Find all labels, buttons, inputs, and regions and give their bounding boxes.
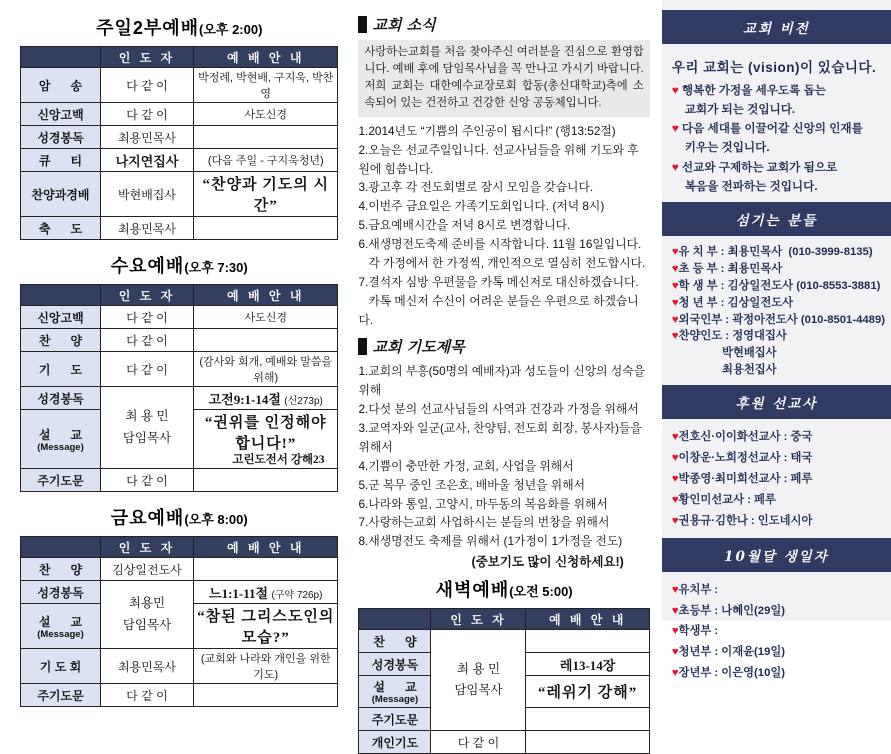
prayer-list — [358, 362, 649, 551]
heart-icon: ♥ — [671, 583, 679, 596]
prayer-item: 3.교역자와 일군(교사, 찬양팀, 전도회 회장, 봉사자)들을 위해서 — [358, 421, 645, 454]
service-name: 새벽예배 — [435, 580, 510, 601]
header-guide-cell: 예 배 안 내 — [194, 285, 338, 306]
service-title-dawn — [358, 576, 649, 602]
servant-line — [672, 295, 885, 312]
header-empty-cell — [21, 537, 101, 558]
servant-text: 최용천집사 — [671, 364, 777, 377]
header-guide-cell: 예 배 안 내 — [194, 537, 338, 558]
vision-text: 다음 세대를 이끌어갈 신앙의 인재를 — [681, 122, 863, 136]
heart-icon: ♥ — [671, 493, 679, 506]
birthday-text: 장년부 : 이은영(10일) — [678, 667, 786, 680]
missionary-text: 전호신·이이화선교사 : 중국 — [678, 431, 813, 444]
leader-name: 최용민 — [128, 596, 166, 611]
news-item: 4.이번주 금요일은 가족기도회입니다. (저녁 8시) — [358, 199, 605, 214]
table-row — [21, 103, 338, 126]
leader-merged-cell — [101, 581, 194, 649]
vision-title: 우리 교회는 (vision)이 있습니다. — [671, 60, 877, 75]
servant-text: 박현배집사 — [671, 347, 777, 360]
guide-cell: (다음 주일 - 구지욱청년) — [194, 149, 338, 172]
servant-line — [672, 244, 885, 261]
table-row — [21, 649, 338, 684]
row-label-cell: 신앙고백 — [21, 306, 101, 329]
section-bar-icon — [358, 16, 367, 33]
birthday-text: 초등부 : 나혜인(29일) — [678, 604, 786, 617]
header-leader-cell: 인 도 자 — [101, 537, 194, 558]
guide-cell — [194, 684, 338, 707]
leader-merged-cell — [431, 630, 526, 731]
sermon-title-cell: “참된 그리스도인의 모습?” — [194, 604, 338, 649]
news-item: 7.결석자 심방 우편물을 카톡 메신저로 대신하겠습니다. — [358, 274, 639, 289]
leader-cell: 다 같 이 — [101, 352, 194, 387]
prayer-item: 1.교회의 부흥(50명의 예배자)과 성도들이 신앙의 성숙을 위해 — [358, 364, 649, 398]
missionaries-section — [662, 419, 891, 537]
leader-cell: 다 같 이 — [101, 469, 194, 492]
table-row — [21, 126, 338, 149]
sermon-title-cell — [194, 410, 338, 469]
vision-line — [672, 119, 885, 138]
table-header-row — [21, 47, 338, 68]
header-guide-cell: 예 배 안 내 — [194, 47, 338, 68]
prayer-item: 5.군 복무 중인 조은호, 배바울 청년을 위해서 — [358, 477, 585, 492]
news-item: 5.금요예배시간을 저녁 8시로 변경합니다. — [358, 218, 571, 233]
heart-icon: ♥ — [671, 431, 679, 444]
row-label-cell: 찬 양 — [359, 630, 431, 653]
missionary-line — [672, 448, 885, 469]
header-leader-cell: 인 도 자 — [101, 47, 194, 68]
guide-cell — [194, 329, 338, 352]
vision-band-header: 교회 비전 — [662, 10, 891, 44]
news-list — [358, 122, 649, 330]
heart-icon: ♥ — [671, 330, 679, 343]
table-header-row — [21, 537, 338, 558]
scripture-ref: 느1:1-11절 — [209, 585, 269, 601]
leader-cell: 최용민목사 — [101, 126, 194, 149]
leader-role: 담임목사 — [122, 617, 172, 632]
service-name: 수요예배 — [110, 256, 185, 276]
birthday-line — [672, 580, 885, 601]
row-label-cell: 기 도 회 — [21, 649, 101, 684]
vision-line — [672, 81, 885, 100]
prayer-section-title: 교회 기도제목 — [372, 338, 465, 357]
missionary-text: 박종영·최미희선교사 : 페루 — [678, 473, 813, 486]
sermon-title-cell: “레위기 강해” — [526, 676, 649, 708]
servant-line — [672, 278, 885, 295]
missionary-text: 권용규·김한나 : 인도네시아 — [678, 514, 813, 527]
birthday-text: 유치부 : — [678, 583, 719, 596]
service-time: (오전 5:00) — [509, 584, 573, 600]
row-label-sub: (Message) — [37, 441, 84, 453]
heart-icon: ♥ — [671, 604, 679, 617]
table-row — [21, 68, 338, 103]
news-item: 6.새생명전도축제 준비를 시작합니다. 11월 16일입니다. — [358, 237, 642, 251]
birthday-line — [672, 642, 885, 663]
row-label-cell: 성경봉독 — [359, 653, 431, 676]
heart-icon: ♥ — [671, 160, 682, 174]
header-empty-cell — [359, 609, 431, 630]
birthdays-list — [672, 580, 885, 684]
service-time: (오후 2:00) — [199, 22, 263, 37]
servant-line — [672, 362, 885, 379]
vision-line — [672, 158, 885, 177]
vision-line — [672, 138, 885, 157]
row-label-cell: 찬 양 — [21, 329, 101, 352]
heart-icon: ♥ — [671, 625, 679, 638]
vision-text: 선교와 구제하는 교회가 됨으로 — [681, 160, 838, 174]
heart-icon: ♥ — [671, 262, 679, 275]
missionaries-band-header: 후원 선교사 — [662, 385, 891, 419]
service-table-friday — [20, 536, 338, 707]
servants-band-header: 섬기는 분들 — [662, 202, 891, 236]
table-row — [21, 581, 338, 604]
row-label-cell: 큐 티 — [21, 149, 101, 172]
news-item: 3.광고후 각 전도회별로 잠시 모임을 갖습니다. — [358, 180, 594, 195]
leader-cell: 나지연집사 — [101, 149, 194, 172]
heart-icon: ♥ — [671, 245, 679, 258]
sidebar — [662, 0, 891, 680]
row-label-cell: 기 도 — [21, 352, 101, 387]
news-item: 2.오늘은 선교주일입니다. 선교사님들을 위해 기도와 후원에 힘씁니다. — [358, 142, 639, 176]
guide-cell — [526, 731, 649, 754]
birthdays-section — [662, 572, 891, 690]
heart-icon: ♥ — [671, 313, 679, 326]
row-label-cell: 성경봉독 — [21, 581, 101, 604]
prayer-item: 8.새생명전도 축제를 위해서 (1가정이 1가정을 전도) — [358, 534, 623, 549]
vision-text: 행복한 가정을 세우도록 돕는 — [681, 84, 826, 97]
birthday-text: 청년부 : 이재윤(19일) — [678, 646, 786, 659]
missionary-line — [672, 490, 885, 511]
servant-line — [672, 261, 885, 278]
guide-cell: 사도신경 — [194, 103, 338, 126]
table-row — [21, 172, 338, 217]
left-column — [0, 0, 344, 703]
birthday-text: 학생부 : — [678, 625, 719, 638]
news-item: 카톡 메신저 수신이 어려운 분들은 우편으로 하겠습니다. — [358, 293, 639, 327]
servants-section — [662, 236, 891, 386]
row-label-cell: 찬양과경배 — [21, 172, 101, 217]
row-label-cell — [359, 676, 431, 708]
scripture-cell: 레13-14장 — [526, 653, 649, 676]
vision-text: 복음을 전파하는 것입니다. — [671, 179, 818, 193]
leader-cell: 최용민목사 — [101, 217, 194, 240]
heart-icon: ♥ — [671, 279, 679, 292]
heart-icon: ♥ — [671, 667, 679, 680]
vision-line — [672, 100, 885, 119]
prayer-footer-note: (중보기도 많이 신청하세요!) — [471, 555, 624, 570]
header-leader-cell: 인 도 자 — [101, 285, 194, 306]
missionary-line — [672, 511, 885, 532]
row-label-cell — [21, 410, 101, 469]
servant-text: 초 등 부 : 최용민목사 — [678, 262, 783, 275]
guide-cell — [194, 469, 338, 492]
missionary-line — [672, 469, 885, 490]
service-time: (오후 7:30) — [184, 260, 248, 275]
servant-line — [672, 328, 885, 345]
service-name: 주일2부예배 — [96, 18, 200, 38]
sermon-title: “권위를 인정해야 합니다!” — [204, 415, 327, 452]
scripture-page-note: (구약 726p) — [271, 589, 323, 601]
section-bar-icon — [358, 338, 367, 355]
vision-line — [672, 177, 885, 196]
missionaries-list — [672, 427, 885, 531]
servant-text: 유 치 부 : 최용민목사 (010-3999-8135) — [678, 245, 873, 258]
leader-cell: 다 같 이 — [101, 103, 194, 126]
guide-cell — [194, 558, 338, 581]
scripture-page-note: (신273p) — [284, 395, 323, 407]
news-item: 각 가정에서 한 가정씩, 개인적으로 열심히 전도합시다. — [358, 255, 646, 270]
guide-cell: 박정례, 박현배, 구지욱, 박찬영 — [194, 68, 338, 103]
vision-text: 교회가 되는 것입니다. — [671, 103, 796, 117]
news-item: 1.2014년도 “기쁨의 주인공이 됩시다!” (행13:52절) — [358, 123, 616, 138]
heart-icon: ♥ — [671, 296, 679, 309]
prayer-item: 2.다섯 분의 선교사님들의 사역과 건강과 가정을 위해서 — [358, 402, 639, 417]
leader-cell: 다 같 이 — [101, 68, 194, 103]
table-row — [21, 306, 338, 329]
leader-cell: 다 같 이 — [101, 306, 194, 329]
servants-list — [672, 244, 885, 380]
table-row — [21, 469, 338, 492]
row-label-cell: 개인기도 — [359, 731, 431, 754]
missionary-text: 이창운·노희정선교사 : 태국 — [678, 452, 813, 465]
row-label-cell: 주기도문 — [21, 684, 101, 707]
table-row — [21, 149, 338, 172]
row-label-cell: 찬 양 — [21, 558, 101, 581]
vision-section — [662, 44, 891, 202]
heart-icon: ♥ — [671, 84, 682, 97]
servant-line — [672, 345, 885, 362]
servant-line — [672, 312, 885, 329]
row-label-cell: 성경봉독 — [21, 126, 101, 149]
prayer-item: 4.기쁨이 충만한 가정, 교회, 사업을 위해서 — [358, 458, 574, 473]
middle-column — [344, 0, 655, 750]
row-label-sub: (Message) — [371, 694, 419, 706]
guide-cell: 사도신경 — [194, 306, 338, 329]
birthday-line — [672, 601, 885, 622]
table-row — [21, 329, 338, 352]
guide-cell — [194, 217, 338, 240]
row-label-cell: 신앙고백 — [21, 103, 101, 126]
leader-cell: 최용민목사 — [101, 649, 194, 684]
heart-icon: ♥ — [671, 122, 682, 136]
table-row — [21, 684, 338, 707]
leader-role: 담임목사 — [454, 683, 503, 698]
servant-text: 찬양인도 : 정영대집사 — [678, 330, 787, 343]
row-label-cell: 주기도문 — [21, 469, 101, 492]
row-label: 설 교 — [38, 427, 83, 442]
sermon-title-cell: “찬양과 기도의 시간” — [194, 172, 338, 217]
leader-cell: 다 같 이 — [101, 684, 194, 707]
prayer-item: 6.나라와 통일, 고양시, 마두동의 복음화를 위해서 — [358, 496, 608, 511]
service-title-sunday2 — [20, 14, 338, 40]
heart-icon: ♥ — [671, 646, 679, 659]
header-leader-cell: 인 도 자 — [431, 609, 526, 630]
table-row — [359, 731, 649, 754]
missionary-text: 황인미선교사 : 페루 — [678, 493, 776, 506]
heart-icon: ♥ — [671, 473, 679, 486]
header-guide-cell: 예 배 안 내 — [526, 609, 649, 630]
service-time: (오후 8:00) — [184, 512, 248, 527]
news-section-title: 교회 소식 — [372, 16, 436, 34]
heart-icon: ♥ — [671, 452, 679, 465]
guide-cell — [526, 630, 649, 653]
leader-cell: 박현배집사 — [101, 172, 194, 217]
row-label-sub: (Message) — [37, 628, 84, 640]
prayer-section-header — [358, 336, 649, 357]
service-name: 금요예배 — [110, 508, 185, 528]
row-label: 설 교 — [373, 680, 417, 695]
service-table-wednesday — [20, 284, 338, 492]
leader-cell: 김상일전도사 — [101, 558, 194, 581]
leader-cell: 다 같 이 — [101, 329, 194, 352]
table-row — [21, 217, 338, 240]
scripture-ref: 고전9:1-14절 — [208, 391, 281, 407]
scripture-cell — [194, 387, 338, 410]
sermon-series: 고린도전서 강해23 — [232, 454, 325, 466]
table-row — [21, 352, 338, 387]
servant-text: 외국인부 : 곽정아전도사 (010-8501-4489) — [678, 313, 885, 326]
row-label-cell: 암 송 — [21, 68, 101, 103]
scripture-cell — [194, 581, 338, 604]
service-title-friday — [20, 504, 338, 530]
leader-name: 최 용 민 — [456, 661, 501, 676]
prayer-item: 7.사랑하는교회 사업하시는 분들의 번창을 위해서 — [358, 515, 610, 530]
leader-role: 담임목사 — [122, 430, 172, 445]
row-label: 설 교 — [38, 614, 83, 629]
table-row — [359, 630, 649, 653]
birthday-line — [672, 621, 885, 642]
guide-cell: (교회와 나라와 개인을 위한 기도) — [194, 649, 338, 684]
leader-merged-cell — [101, 387, 194, 469]
service-table-dawn — [358, 608, 649, 754]
heart-icon: ♥ — [671, 514, 679, 527]
header-empty-cell — [21, 47, 101, 68]
service-title-wednesday — [20, 252, 338, 278]
welcome-paragraph: 사랑하는교회를 처음 찾아주신 여러분을 진심으로 환영합니다. 예배 후에 담임목사님을 꼭 만나고 가시기 바랍니다. 저희 교회는 대한예수교장로회 합동(총신대학교)측에 소속되어 있는 건전하고 건강한 신앙 공동체입니다. — [358, 40, 649, 117]
header-empty-cell — [21, 285, 101, 306]
row-label-cell: 축 도 — [21, 217, 101, 240]
news-section-header — [358, 14, 649, 35]
table-header-row — [21, 285, 338, 306]
servant-text: 학 생 부 : 김상일전도사 (010-8553-3881) — [678, 279, 881, 292]
leader-name: 최 용 민 — [125, 409, 169, 424]
service-table-sunday2 — [20, 46, 338, 240]
servant-text: 청 년 부 : 김상일전도사 — [678, 296, 794, 309]
row-label-cell — [21, 604, 101, 649]
row-label-cell: 성경봉독 — [21, 387, 101, 410]
guide-cell — [194, 126, 338, 149]
table-header-row — [359, 609, 649, 630]
leader-cell: 다 같 이 — [431, 731, 526, 754]
table-row — [21, 558, 338, 581]
vision-list — [672, 81, 885, 196]
birthday-line — [672, 663, 885, 684]
table-row — [21, 387, 338, 410]
guide-cell — [526, 708, 649, 731]
row-label-cell: 주기도문 — [359, 708, 431, 731]
birthdays-band-header: 10월달 생일자 — [662, 538, 891, 572]
guide-cell: (감사와 회개, 예배와 말씀을 위해) — [194, 352, 338, 387]
vision-text: 키우는 것입니다. — [671, 141, 770, 155]
missionary-line — [672, 427, 885, 448]
